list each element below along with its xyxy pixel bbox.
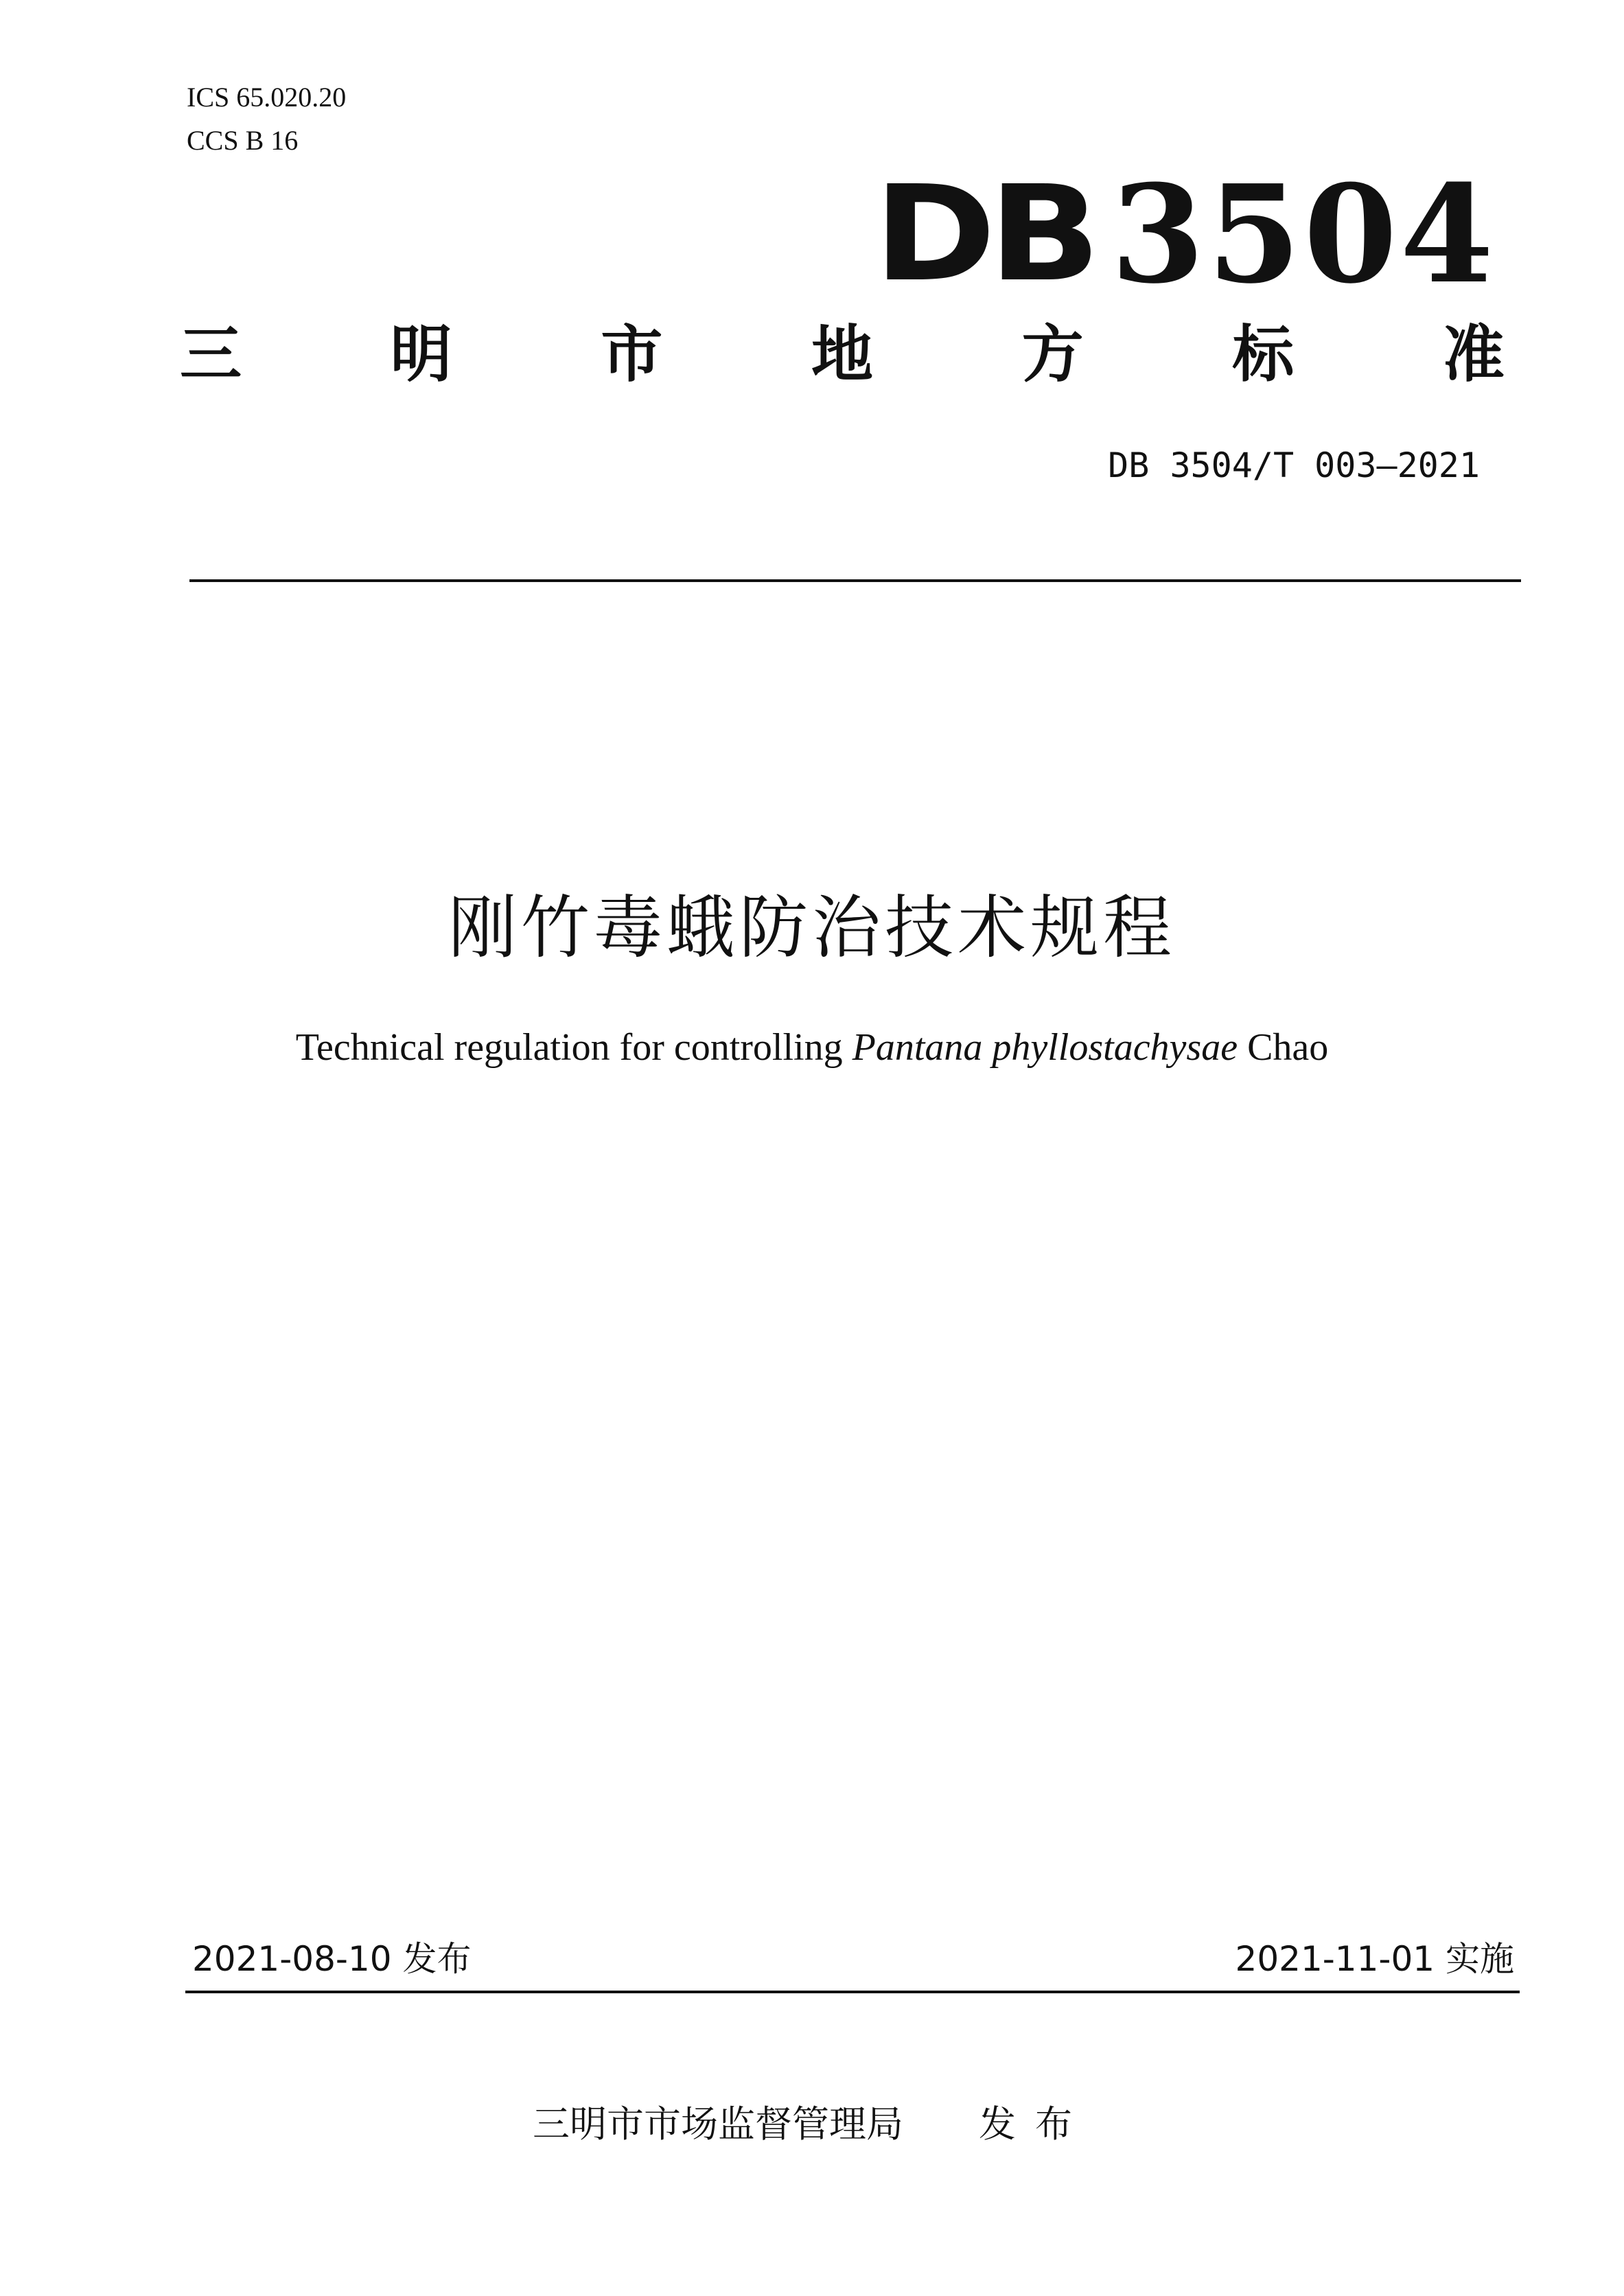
implementation-date: 2021-11-01 实施	[1235, 1939, 1514, 1979]
standard-code: DB 3504/T 003—2021	[1108, 445, 1480, 485]
issuer-action: 发布	[979, 2102, 1091, 2146]
standard-type-char: 准	[1442, 318, 1505, 391]
standard-logo	[873, 156, 1496, 314]
ccs-code: CCS B 16	[187, 125, 299, 156]
standard-type-char: 方	[1021, 318, 1084, 391]
standard-type-char: 明	[390, 318, 452, 391]
standard-type-char: 市	[601, 318, 663, 391]
logo-db-letters: DB	[873, 158, 1093, 311]
ics-code: ICS 65.020.20	[187, 82, 347, 113]
publish-date: 2021-08-10 发布	[192, 1939, 472, 1979]
bottom-divider	[185, 1991, 1520, 1993]
standard-type-heading	[180, 317, 1505, 393]
title-english-prefix: Technical regulation for controlling	[295, 1026, 852, 1069]
document-title-english	[0, 1024, 1624, 1071]
standard-type-char: 三	[180, 318, 242, 391]
issuer-name: 三明市市场监督管理局	[533, 2102, 903, 2146]
title-english-species: Pantana phyllostachysae	[852, 1026, 1238, 1069]
document-title-chinese: 刚竹毒蛾防治技术规程	[448, 888, 1176, 968]
top-divider	[189, 579, 1521, 582]
title-english-suffix: Chao	[1238, 1026, 1329, 1069]
logo-number: 3504	[1111, 156, 1496, 314]
standard-type-char: 地	[811, 318, 873, 391]
issuing-authority	[0, 2100, 1624, 2148]
standard-type-char: 标	[1232, 318, 1295, 391]
